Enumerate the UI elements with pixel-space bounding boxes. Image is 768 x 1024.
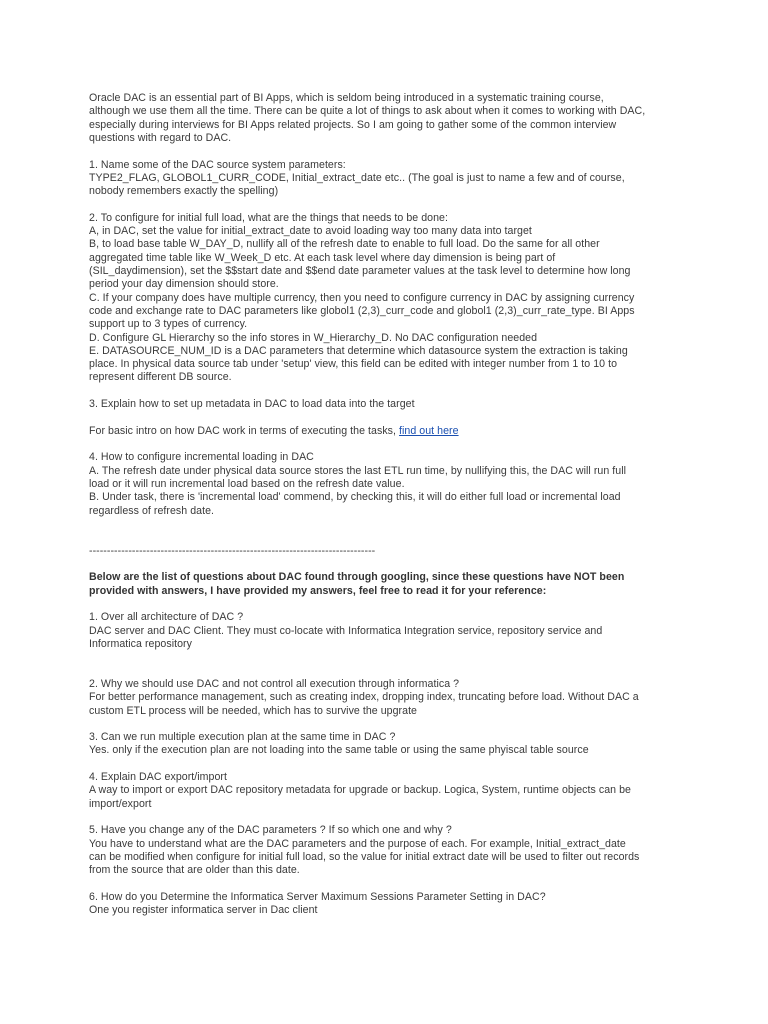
question-heading: 3. Explain how to set up metadata in DAC to load data into the target bbox=[89, 398, 415, 411]
googled-question-5 bbox=[89, 824, 684, 877]
text-line: regardless of refresh date. bbox=[89, 504, 215, 517]
text-line: A. The refresh date under physical data source stores the last ETL run time, by nullifying this, the DAC will run full bbox=[89, 464, 627, 477]
text-line: B, to load base table W_DAY_D, nullify all of the refresh date to enable to full load. Do the same for all other bbox=[89, 238, 600, 251]
spacer bbox=[89, 665, 684, 678]
text-line: Informatica repository bbox=[89, 637, 192, 650]
question-heading: 4. Explain DAC export/import bbox=[89, 771, 227, 784]
intro-paragraph bbox=[89, 92, 684, 145]
question-heading: 6. How do you Determine the Informatica Server Maximum Sessions Parameter Setting in DAC? bbox=[89, 891, 546, 904]
text-line: can be modified when configure for initial full load, so the value for initial extract date will be used to filter out records bbox=[89, 851, 640, 864]
text-line bbox=[89, 425, 684, 438]
question-2 bbox=[89, 212, 684, 385]
dashed-divider: -------------------------------------------------------------------------------- bbox=[89, 544, 376, 557]
text-line: DAC server and DAC Client. They must co-locate with Informatica Integration service, repository service and bbox=[89, 624, 603, 637]
text-line: E. DATASOURCE_NUM_ID is a DAC parameters that determine which datasource system the extraction is taking bbox=[89, 344, 628, 357]
text-line: D. Configure GL Hierarchy so the info stores in W_Hierarchy_D. No DAC configuration needed bbox=[89, 331, 538, 344]
text-line: custom ETL process will be needed, which has to survive the upgrate bbox=[89, 704, 417, 717]
text-line: place. In physical data source tab under 'setup' view, this field can be edited with integer number from 1 to 10 to bbox=[89, 358, 618, 371]
googled-question-6 bbox=[89, 891, 684, 918]
basic-intro-paragraph bbox=[89, 425, 684, 438]
text-line: although we use them all the time. There can be quite a lot of things to ask about when it comes to working with DAC, bbox=[89, 105, 646, 118]
googled-question-1 bbox=[89, 611, 684, 651]
text-line: A, in DAC, set the value for initial_extract_date to avoid loading way too many data into target bbox=[89, 225, 532, 238]
question-heading: 1. Over all architecture of DAC ? bbox=[89, 611, 244, 624]
text-line: B. Under task, there is 'incremental load' commend, by checking this, it will do either full load or incremental load bbox=[89, 491, 621, 504]
find-out-here-link[interactable]: find out here bbox=[399, 424, 459, 437]
text-line: represent different DB source. bbox=[89, 371, 232, 384]
question-3 bbox=[89, 398, 684, 411]
text-line: questions with regard to DAC. bbox=[89, 131, 232, 144]
text-line: especially during interviews for BI Apps related projects. So I am going to gather some of the common interview bbox=[89, 118, 617, 131]
divider bbox=[89, 545, 684, 558]
text-line: period your day dimension should store. bbox=[89, 278, 279, 291]
text-line: from the source that are older than this date. bbox=[89, 864, 300, 877]
googling-section-header bbox=[89, 571, 684, 598]
question-heading: 1. Name some of the DAC source system parameters: bbox=[89, 158, 346, 171]
text-line: code and exchange rate to DAC parameters like globol1 (2,3)_curr_code and globol1 (2,3)_curr_rate_type. BI Apps bbox=[89, 304, 635, 317]
text-line: You have to understand what are the DAC parameters and the purpose of each. For example, Initial_extract_date bbox=[89, 837, 626, 850]
text-line: A way to import or export DAC repository metadata for upgrade or backup. Logica, System, runtime objects can be bbox=[89, 784, 631, 797]
googled-question-2 bbox=[89, 678, 684, 718]
question-4 bbox=[89, 451, 684, 517]
spacer bbox=[89, 531, 684, 544]
text-line: Below are the list of questions about DAC found through googling, since these questions have NOT been bbox=[89, 571, 625, 584]
text-line: TYPE2_FLAG, GLOBOL1_CURR_CODE, Initial_extract_date etc.. (The goal is just to name a few and of course, bbox=[89, 171, 625, 184]
text-line: import/export bbox=[89, 797, 152, 810]
text-line: Oracle DAC is an essential part of BI Apps, which is seldom being introduced in a systematic training course, bbox=[89, 92, 604, 104]
text-line: For better performance management, such as creating index, dropping index, truncating before load. Without DAC a bbox=[89, 691, 639, 704]
text-line: aggregated time table like W_Week_D etc. At each task level where day dimension is being part of bbox=[89, 251, 556, 264]
question-heading: 4. How to configure incremental loading in DAC bbox=[89, 451, 314, 464]
question-heading: 2. To configure for initial full load, what are the things that needs to be done: bbox=[89, 211, 448, 224]
text-line: (SIL_daydimension), set the $$start date and $$end date parameter values at the task level to determine how long bbox=[89, 265, 631, 278]
basic-intro-text: For basic intro on how DAC work in terms of executing the tasks, bbox=[89, 424, 400, 437]
googled-question-4 bbox=[89, 771, 684, 811]
question-heading: 2. Why we should use DAC and not control all execution through informatica ? bbox=[89, 677, 460, 690]
article-body bbox=[89, 92, 684, 931]
text-line: load or it will run incremental load based on the refresh date value. bbox=[89, 478, 405, 491]
text-line: provided with answers, I have provided my answers, feel free to read it for your reference: bbox=[89, 584, 547, 597]
question-heading: 5. Have you change any of the DAC parameters ? If so which one and why ? bbox=[89, 824, 452, 837]
text-line: nobody remembers exactly the spelling) bbox=[89, 185, 279, 198]
text-line: One you register informatica server in Dac client bbox=[89, 904, 318, 917]
text-line: Yes. only if the execution plan are not loading into the same table or using the same phyiscal table source bbox=[89, 744, 589, 757]
question-1 bbox=[89, 159, 684, 199]
googled-question-3 bbox=[89, 731, 684, 758]
question-heading: 3. Can we run multiple execution plan at the same time in DAC ? bbox=[89, 731, 396, 744]
text-line: C. If your company does have multiple currency, then you need to configure currency in DAC by assigning currency bbox=[89, 291, 635, 304]
text-line: support up to 3 types of currency. bbox=[89, 318, 248, 331]
